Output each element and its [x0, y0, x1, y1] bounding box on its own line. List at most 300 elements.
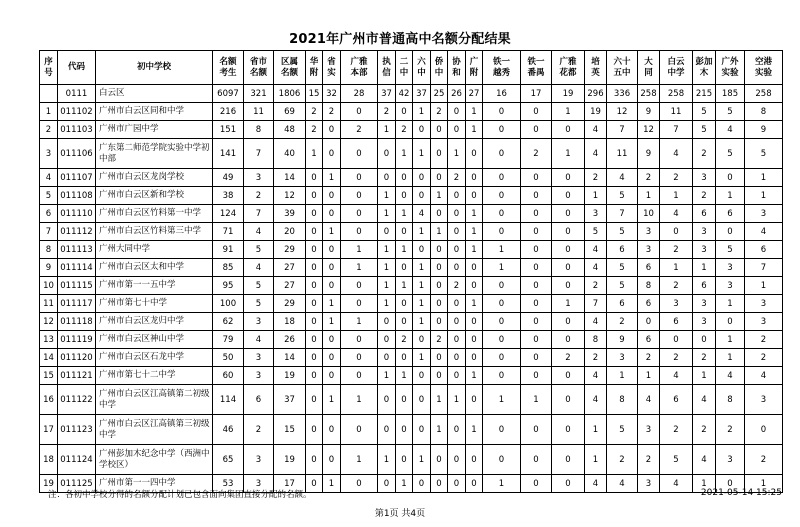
row-value: 0 [521, 295, 552, 313]
row-code: 011124 [58, 445, 96, 475]
row-value: 0 [483, 169, 521, 187]
row-seq: 9 [40, 259, 58, 277]
row-value: 1 [745, 169, 783, 187]
row-quota-students: 95 [213, 277, 244, 295]
row-value: 0 [306, 475, 323, 493]
row-school: 广州市白云区龙岗学校 [96, 169, 213, 187]
row-value: 0 [341, 475, 378, 493]
row-district-quota: 12 [274, 187, 306, 205]
header-school-col: 铁一 越秀 [483, 51, 521, 85]
row-value: 0 [693, 331, 716, 349]
row-code: 011110 [58, 205, 96, 223]
row-value: 0 [306, 415, 323, 445]
row-school: 广州市白云区江高镇第三初级中学 [96, 415, 213, 445]
row-value: 0 [483, 445, 521, 475]
row-value: 0 [413, 385, 431, 415]
row-value: 2 [585, 169, 607, 187]
row-value: 4 [745, 367, 783, 385]
row-value: 0 [323, 277, 341, 295]
row-value: 1 [341, 241, 378, 259]
header-school-col: 二 中 [396, 51, 413, 85]
row-value: 1 [431, 223, 448, 241]
summary-value: 16 [483, 85, 521, 103]
row-value: 0 [552, 367, 585, 385]
row-value: 0 [413, 169, 431, 187]
row-value: 0 [413, 241, 431, 259]
row-value: 1 [306, 139, 323, 169]
table-row [40, 445, 783, 475]
row-value: 0 [306, 205, 323, 223]
row-value: 0 [552, 313, 585, 331]
row-value: 3 [638, 223, 660, 241]
row-value: 0 [552, 415, 585, 445]
row-quota-students: 50 [213, 349, 244, 367]
row-value: 0 [448, 187, 466, 205]
row-value: 0 [521, 367, 552, 385]
row-value: 1 [448, 385, 466, 415]
row-value: 1 [638, 367, 660, 385]
row-district-quota: 29 [274, 241, 306, 259]
row-school: 广州市第七十二中学 [96, 367, 213, 385]
row-value: 2 [638, 169, 660, 187]
row-value: 6 [716, 205, 745, 223]
row-value: 3 [638, 241, 660, 259]
row-value: 0 [413, 367, 431, 385]
row-value: 0 [306, 367, 323, 385]
summary-value: 258 [638, 85, 660, 103]
row-seq: 8 [40, 241, 58, 259]
row-value: 0 [323, 241, 341, 259]
row-quota-students: 85 [213, 259, 244, 277]
summary-value: 258 [745, 85, 783, 103]
row-provincial-quota: 3 [244, 169, 274, 187]
row-value: 0 [483, 187, 521, 205]
row-seq: 1 [40, 103, 58, 121]
row-value: 0 [341, 103, 378, 121]
row-value: 1 [378, 121, 396, 139]
row-value: 1 [466, 415, 483, 445]
header-row [40, 51, 783, 85]
row-value: 0 [306, 349, 323, 367]
table-row [40, 295, 783, 313]
table-row [40, 103, 783, 121]
row-value: 8 [585, 331, 607, 349]
row-value: 0 [483, 313, 521, 331]
row-value: 6 [693, 277, 716, 295]
summary-value: 42 [396, 85, 413, 103]
header-provincial-quota: 省市 名额 [244, 51, 274, 85]
summary-value: 26 [448, 85, 466, 103]
row-value: 2 [693, 349, 716, 367]
row-value: 0 [552, 121, 585, 139]
row-value: 1 [413, 295, 431, 313]
header-school-col: 彭加 木 [693, 51, 716, 85]
row-value: 4 [607, 475, 638, 493]
row-value: 4 [660, 475, 693, 493]
row-value: 0 [448, 241, 466, 259]
row-value: 0 [660, 223, 693, 241]
row-value: 0 [716, 169, 745, 187]
row-district-quota: 40 [274, 139, 306, 169]
summary-value: 336 [607, 85, 638, 103]
row-value: 7 [585, 295, 607, 313]
row-value: 0 [483, 277, 521, 295]
row-value: 1 [413, 349, 431, 367]
row-seq: 4 [40, 169, 58, 187]
row-value: 9 [638, 103, 660, 121]
row-value: 0 [413, 415, 431, 445]
row-value: 2 [607, 313, 638, 331]
row-provincial-quota: 11 [244, 103, 274, 121]
row-value: 4 [585, 139, 607, 169]
row-value: 0 [323, 445, 341, 475]
row-value: 3 [745, 295, 783, 313]
table-row [40, 223, 783, 241]
row-value: 3 [745, 205, 783, 223]
row-value: 0 [431, 259, 448, 277]
row-value: 0 [341, 169, 378, 187]
row-value: 0 [396, 169, 413, 187]
row-value: 3 [693, 169, 716, 187]
row-value: 0 [378, 139, 396, 169]
row-value: 0 [466, 187, 483, 205]
row-value: 1 [413, 223, 431, 241]
header-quota-students: 名额 考生 [213, 51, 244, 85]
row-code: 011107 [58, 169, 96, 187]
row-code: 011125 [58, 475, 96, 493]
row-value: 0 [341, 367, 378, 385]
row-quota-students: 124 [213, 205, 244, 223]
row-provincial-quota: 7 [244, 139, 274, 169]
header-school-col: 广雅 本部 [341, 51, 378, 85]
row-quota-students: 62 [213, 313, 244, 331]
table-row [40, 415, 783, 445]
row-value: 0 [323, 259, 341, 277]
row-value: 2 [341, 121, 378, 139]
row-value: 0 [306, 169, 323, 187]
row-value: 1 [693, 475, 716, 493]
row-value: 2 [607, 445, 638, 475]
row-provincial-quota: 7 [244, 205, 274, 223]
row-value: 0 [716, 475, 745, 493]
row-value: 2 [660, 169, 693, 187]
row-quota-students: 216 [213, 103, 244, 121]
row-value: 1 [483, 385, 521, 415]
row-value: 0 [323, 121, 341, 139]
row-value: 11 [607, 139, 638, 169]
summary-quota-students: 6097 [213, 85, 244, 103]
row-value: 2 [745, 445, 783, 475]
row-value: 0 [341, 223, 378, 241]
row-value: 6 [607, 241, 638, 259]
table-row [40, 331, 783, 349]
row-value: 5 [716, 139, 745, 169]
row-value: 0 [306, 277, 323, 295]
row-value: 5 [693, 121, 716, 139]
row-value: 0 [552, 241, 585, 259]
row-value: 2 [378, 103, 396, 121]
row-value: 0 [396, 445, 413, 475]
row-value: 0 [466, 349, 483, 367]
header-school: 初中学校 [96, 51, 213, 85]
header-school-col: 省 实 [323, 51, 341, 85]
row-value: 7 [660, 121, 693, 139]
row-value: 0 [466, 277, 483, 295]
row-district-quota: 18 [274, 313, 306, 331]
row-value: 0 [341, 277, 378, 295]
summary-value: 25 [431, 85, 448, 103]
row-value: 1 [396, 241, 413, 259]
row-value: 2 [585, 277, 607, 295]
row-value: 5 [607, 415, 638, 445]
row-value: 0 [431, 445, 448, 475]
table-row [40, 121, 783, 139]
row-value: 2 [745, 331, 783, 349]
row-value: 0 [521, 349, 552, 367]
row-quota-students: 71 [213, 223, 244, 241]
row-value: 4 [585, 475, 607, 493]
row-value: 0 [431, 295, 448, 313]
row-value: 2 [585, 349, 607, 367]
row-value: 1 [607, 367, 638, 385]
row-value: 7 [607, 205, 638, 223]
row-value: 3 [693, 313, 716, 331]
row-value: 1 [466, 241, 483, 259]
row-value: 0 [396, 187, 413, 205]
row-value: 0 [341, 205, 378, 223]
row-value: 1 [378, 205, 396, 223]
header-seq: 序 号 [40, 51, 58, 85]
row-value: 2 [660, 241, 693, 259]
row-value: 0 [341, 187, 378, 205]
row-code: 011119 [58, 331, 96, 349]
row-value: 0 [521, 331, 552, 349]
row-value: 0 [306, 331, 323, 349]
row-value: 7 [607, 121, 638, 139]
row-seq: 5 [40, 187, 58, 205]
row-code: 011123 [58, 415, 96, 445]
row-value: 1 [431, 385, 448, 415]
row-value: 8 [607, 385, 638, 415]
summary-value: 296 [585, 85, 607, 103]
row-value: 0 [448, 331, 466, 349]
row-value: 0 [306, 313, 323, 331]
table-row [40, 349, 783, 367]
row-value: 1 [521, 385, 552, 415]
summary-code: 0111 [58, 85, 96, 103]
row-value: 1 [431, 187, 448, 205]
row-school: 广州市白云区江高镇第二初级中学 [96, 385, 213, 415]
row-value: 0 [431, 139, 448, 169]
row-value: 0 [638, 313, 660, 331]
row-value: 4 [585, 313, 607, 331]
row-value: 0 [745, 415, 783, 445]
row-value: 1 [323, 313, 341, 331]
row-value: 1 [396, 277, 413, 295]
header-school-col: 广雅 花都 [552, 51, 585, 85]
row-value: 0 [341, 295, 378, 313]
row-school: 广州市第一一四中学 [96, 475, 213, 493]
row-value: 5 [607, 277, 638, 295]
row-value: 0 [483, 295, 521, 313]
row-value: 0 [483, 223, 521, 241]
page-indicator: 第1页 共4页 [374, 509, 426, 519]
row-value: 12 [638, 121, 660, 139]
row-value: 1 [413, 445, 431, 475]
row-value: 4 [607, 169, 638, 187]
row-code: 011106 [58, 139, 96, 169]
row-provincial-quota: 8 [244, 121, 274, 139]
header-school-col: 铁一 番禺 [521, 51, 552, 85]
row-value: 1 [396, 367, 413, 385]
row-value: 2 [693, 415, 716, 445]
row-value: 0 [413, 331, 431, 349]
header-school-col: 空港 实验 [745, 51, 783, 85]
row-value: 1 [413, 259, 431, 277]
row-value: 1 [323, 169, 341, 187]
row-value: 0 [378, 385, 396, 415]
row-value: 1 [341, 259, 378, 277]
row-value: 1 [448, 139, 466, 169]
row-code: 011120 [58, 349, 96, 367]
header-school-col: 六 中 [413, 51, 431, 85]
row-value: 0 [306, 295, 323, 313]
row-value: 1 [716, 187, 745, 205]
row-value: 1 [396, 205, 413, 223]
row-value: 0 [431, 241, 448, 259]
row-seq: 2 [40, 121, 58, 139]
row-seq: 11 [40, 295, 58, 313]
row-district-quota: 19 [274, 445, 306, 475]
header-school-col: 大 同 [638, 51, 660, 85]
row-value: 0 [660, 331, 693, 349]
row-value: 0 [552, 475, 585, 493]
row-value: 0 [323, 415, 341, 445]
row-value: 0 [448, 259, 466, 277]
row-value: 0 [716, 223, 745, 241]
row-value: 2 [396, 121, 413, 139]
row-value: 6 [660, 385, 693, 415]
row-quota-students: 46 [213, 415, 244, 445]
row-value: 1 [483, 259, 521, 277]
row-value: 0 [521, 121, 552, 139]
row-value: 10 [638, 205, 660, 223]
row-value: 0 [306, 223, 323, 241]
quota-table [39, 50, 783, 493]
header-school-col: 培 英 [585, 51, 607, 85]
header-school-col: 广 附 [466, 51, 483, 85]
row-value: 6 [745, 241, 783, 259]
summary-value: 28 [341, 85, 378, 103]
row-school: 广州市白云区石龙中学 [96, 349, 213, 367]
row-value: 3 [745, 385, 783, 415]
row-quota-students: 151 [213, 121, 244, 139]
row-value: 3 [693, 223, 716, 241]
summary-provincial-quota: 321 [244, 85, 274, 103]
header-school-col: 执 信 [378, 51, 396, 85]
row-school: 广州市白云区神山中学 [96, 331, 213, 349]
row-school: 广州市第一一五中学 [96, 277, 213, 295]
table-row [40, 259, 783, 277]
row-provincial-quota: 3 [244, 367, 274, 385]
row-value: 0 [431, 349, 448, 367]
row-value: 1 [378, 277, 396, 295]
row-value: 0 [521, 415, 552, 445]
row-code: 011108 [58, 187, 96, 205]
row-value: 0 [466, 331, 483, 349]
row-value: 1 [378, 445, 396, 475]
row-value: 1 [483, 241, 521, 259]
row-value: 0 [521, 445, 552, 475]
row-value: 0 [466, 313, 483, 331]
row-value: 2 [448, 169, 466, 187]
row-value: 0 [323, 331, 341, 349]
row-value: 2 [716, 415, 745, 445]
row-seq: 16 [40, 385, 58, 415]
row-value: 6 [607, 295, 638, 313]
row-value: 0 [306, 445, 323, 475]
row-value: 1 [466, 223, 483, 241]
table-row [40, 169, 783, 187]
row-provincial-quota: 5 [244, 295, 274, 313]
summary-seq [40, 85, 58, 103]
row-value: 2 [660, 277, 693, 295]
row-value: 4 [413, 205, 431, 223]
row-value: 0 [378, 475, 396, 493]
row-value: 0 [521, 205, 552, 223]
row-value: 0 [552, 259, 585, 277]
row-provincial-quota: 4 [244, 223, 274, 241]
table-row [40, 367, 783, 385]
row-value: 0 [323, 205, 341, 223]
row-value: 2 [693, 187, 716, 205]
row-value: 0 [341, 415, 378, 445]
row-provincial-quota: 3 [244, 475, 274, 493]
row-school: 广州市白云区太和中学 [96, 259, 213, 277]
row-district-quota: 39 [274, 205, 306, 223]
row-school: 广州市第七十中学 [96, 295, 213, 313]
row-value: 0 [521, 103, 552, 121]
row-provincial-quota: 2 [244, 187, 274, 205]
row-value: 6 [638, 259, 660, 277]
row-seq: 3 [40, 139, 58, 169]
row-value: 5 [745, 139, 783, 169]
row-value: 0 [448, 349, 466, 367]
row-value: 2 [431, 331, 448, 349]
summary-row [40, 85, 783, 103]
summary-value: 19 [552, 85, 585, 103]
summary-district: 白云区 [96, 85, 213, 103]
row-value: 5 [607, 223, 638, 241]
row-seq: 12 [40, 313, 58, 331]
row-value: 5 [585, 223, 607, 241]
row-quota-students: 141 [213, 139, 244, 169]
row-quota-students: 53 [213, 475, 244, 493]
row-code: 011102 [58, 103, 96, 121]
row-value: 3 [585, 205, 607, 223]
row-value: 0 [552, 277, 585, 295]
row-value: 1 [396, 475, 413, 493]
row-value: 0 [323, 367, 341, 385]
table-row [40, 385, 783, 415]
row-code: 011121 [58, 367, 96, 385]
row-value: 4 [585, 241, 607, 259]
row-value: 0 [341, 349, 378, 367]
row-value: 19 [585, 103, 607, 121]
row-value: 1 [323, 475, 341, 493]
row-value: 0 [323, 187, 341, 205]
row-value: 1 [378, 259, 396, 277]
